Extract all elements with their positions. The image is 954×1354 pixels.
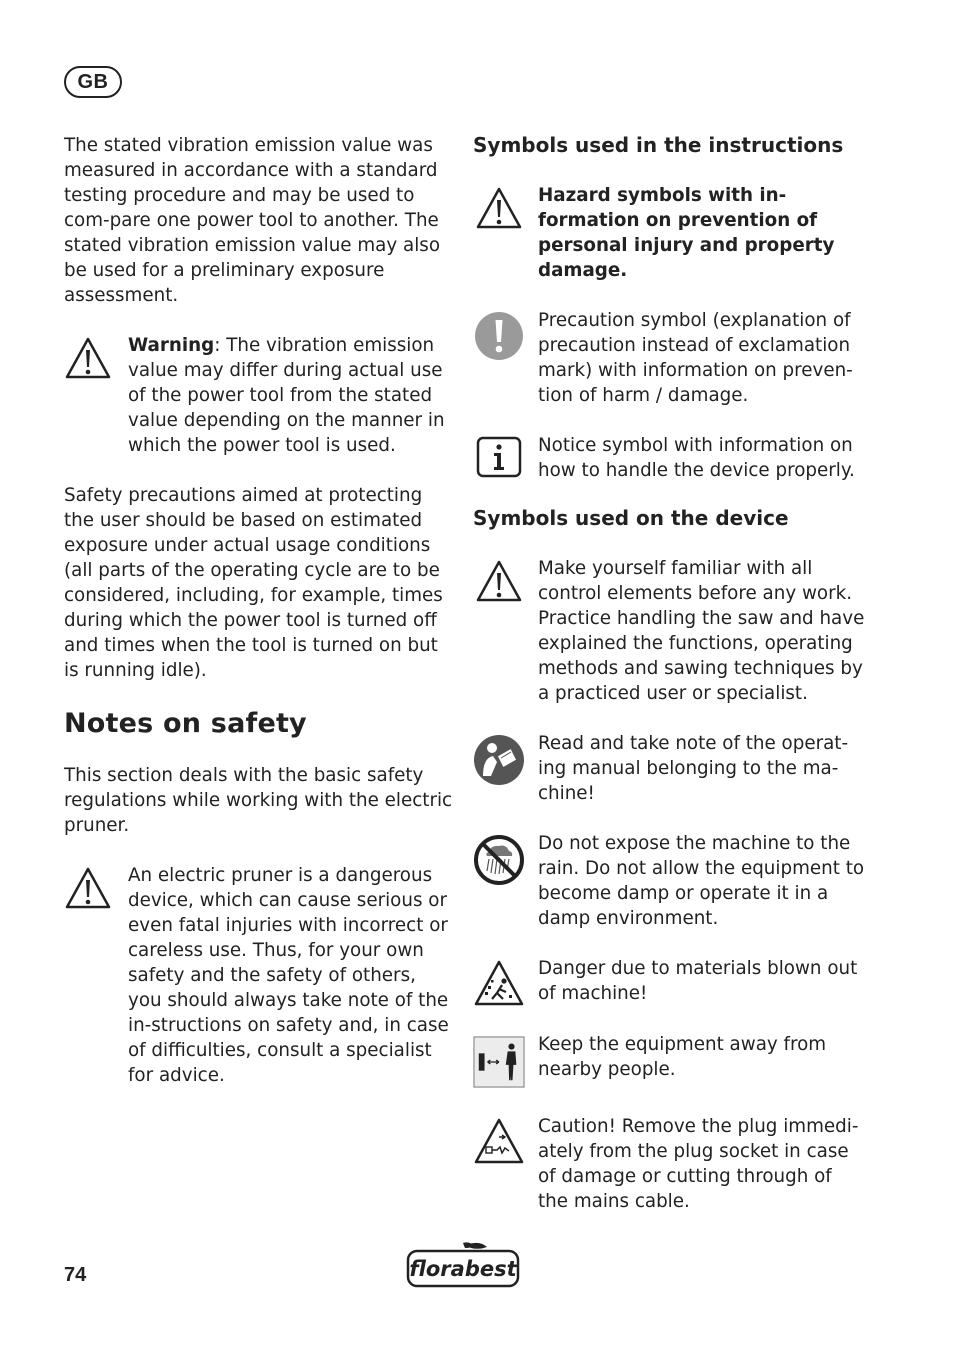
device-item-familiarize xyxy=(473,556,865,706)
right-column xyxy=(473,133,865,1239)
florabest-logo xyxy=(405,1242,521,1294)
info-icon xyxy=(473,433,525,478)
device-text-unplug: Caution! Remove the plug immedi-ately from the plug socket in case of damage or cutting through of the mains cable. xyxy=(538,1116,859,1212)
page-number: 74 xyxy=(64,1264,87,1286)
heading-symbols-instructions: Symbols used in the instructions xyxy=(473,133,844,157)
unplug-warning-icon xyxy=(473,1114,525,1165)
device-item-flying-debris xyxy=(473,956,865,1007)
symbol-item-notice xyxy=(473,433,865,483)
read-manual-icon xyxy=(473,731,525,786)
danger-notice xyxy=(64,863,454,1088)
device-item-keep-distance xyxy=(473,1032,865,1089)
symbol-text-notice: Notice symbol with information on how to handle the device properly. xyxy=(538,435,855,481)
flying-debris-icon xyxy=(473,956,525,1007)
safety-precautions-paragraph: Safety precautions aimed at protecting the user should be based on estimated exposure under actual usage conditions (all parts of the operating cycle are to be considered, including, for example, times during which the power tool is turned off and times when the tool is turned on but is running idle). xyxy=(64,485,443,681)
device-text-familiarize: Make yourself familiar with all control elements before any work. Practice handling the saw and have explained the functions, operating methods and sawing techniques by a practiced user or specialist. xyxy=(538,558,865,704)
section-heading-notes-on-safety: Notes on safety xyxy=(64,708,307,739)
vibration-warning xyxy=(64,333,454,458)
notes-intro-paragraph: This section deals with the basic safety regulations while working with the electric pruner. xyxy=(64,765,453,836)
device-item-read-manual xyxy=(473,731,865,806)
exclamation-circle-icon xyxy=(473,308,525,361)
device-text-flying-debris: Danger due to materials blown out of machine! xyxy=(538,958,858,1004)
brand-name: florabest xyxy=(409,1257,517,1281)
warning-triangle-icon xyxy=(64,333,116,380)
vibration-intro-paragraph: The stated vibration emission value was measured in accordance with a standard testing procedure and may be used to com-pare one power tool to another. The stated vibration emission value may also be used for a preliminary exposure assessment. xyxy=(64,135,440,306)
no-rain-icon xyxy=(473,831,525,886)
left-column xyxy=(64,133,454,1113)
symbol-item-hazard xyxy=(473,183,865,283)
symbol-item-precaution xyxy=(473,308,865,408)
danger-text: An electric pruner is a dangerous device, which can cause serious or even fatal injuries with incorrect or careless use. Thus, for your own safety and the safety of others, you should always take note of the in-structions on safety and, in case of difficulties, consult a specialist for advice. xyxy=(128,865,449,1086)
warning-label: Warning xyxy=(128,335,215,356)
device-text-no-rain: Do not expose the machine to the rain. Do not allow the equipment to become damp or operate it in a damp environment. xyxy=(538,833,865,929)
device-item-no-rain xyxy=(473,831,865,931)
warning-triangle-icon xyxy=(64,863,116,910)
language-badge: GB xyxy=(64,66,122,98)
keep-distance-icon xyxy=(473,1032,525,1089)
device-text-keep-distance: Keep the equipment away from nearby people. xyxy=(538,1034,827,1080)
warning-triangle-icon xyxy=(473,183,525,230)
symbol-text-precaution: Precaution symbol (explanation of precaution instead of exclamation mark) with information on preven-tion of harm / damage. xyxy=(538,310,853,406)
symbol-text-hazard: Hazard symbols with in-formation on prevention of personal injury and property damage. xyxy=(538,185,835,281)
heading-symbols-device: Symbols used on the device xyxy=(473,506,789,530)
warning-text: : The vibration emission value may differ during actual use of the power tool from the stated value depending on the manner in which the power tool is used. xyxy=(128,335,445,456)
device-text-read-manual: Read and take note of the operat-ing manual belonging to the ma-chine! xyxy=(538,733,849,804)
device-item-unplug xyxy=(473,1114,865,1214)
warning-triangle-icon xyxy=(473,556,525,603)
